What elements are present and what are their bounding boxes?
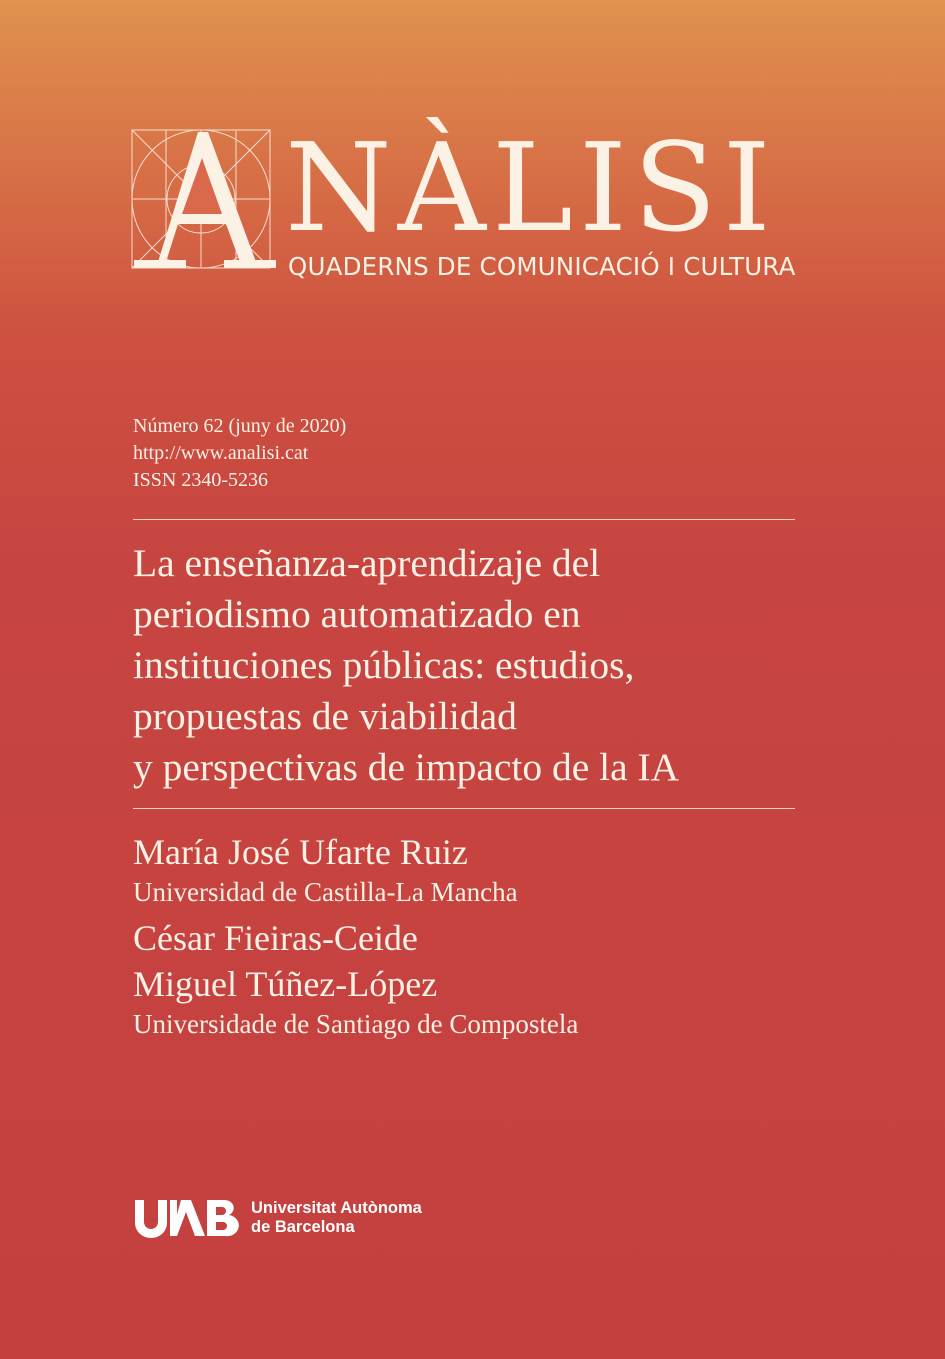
issn: ISSN 2340-5236 <box>133 469 269 491</box>
author-affiliation: Universidade de Santiago de Compostela <box>133 1009 579 1039</box>
article-title-line: y perspectivas de impacto de la IA <box>133 745 680 789</box>
issue-info <box>133 413 346 494</box>
publisher-name <box>251 1199 422 1237</box>
divider-top <box>133 519 795 520</box>
journal-masthead <box>130 117 810 288</box>
issue-number: Número 62 (juny de 2020) <box>133 415 347 437</box>
publisher-name-line1: Universitat Autònoma <box>251 1199 422 1217</box>
journal-tagline: QUADERNS DE COMUNICACIÓ I CULTURA <box>288 252 796 281</box>
journal-wordmark: NÀLISI <box>285 117 777 259</box>
publisher-name-line2: de Barcelona <box>251 1218 355 1236</box>
article-title-line: propuestas de viabilidad <box>133 694 517 738</box>
uab-logo-icon <box>133 1198 239 1238</box>
author-name: María José Ufarte Ruiz <box>133 832 468 872</box>
article-title-line: La enseñanza-aprendizaje del <box>133 541 601 585</box>
publisher-logo <box>133 1196 422 1240</box>
journal-logo-a-icon <box>130 128 280 278</box>
journal-website-link[interactable]: http://www.analisi.cat <box>133 442 309 464</box>
divider-bottom <box>133 808 795 809</box>
article-title-line: instituciones públicas: estudios, <box>133 643 635 687</box>
article-title <box>133 538 813 793</box>
author-name: César Fieiras-Ceide <box>133 918 418 958</box>
author-affiliation: Universidad de Castilla-La Mancha <box>133 877 518 907</box>
author-list <box>133 830 578 1042</box>
author-name: Miguel Túñez-López <box>133 964 438 1004</box>
article-title-line: periodismo automatizado en <box>133 592 581 636</box>
